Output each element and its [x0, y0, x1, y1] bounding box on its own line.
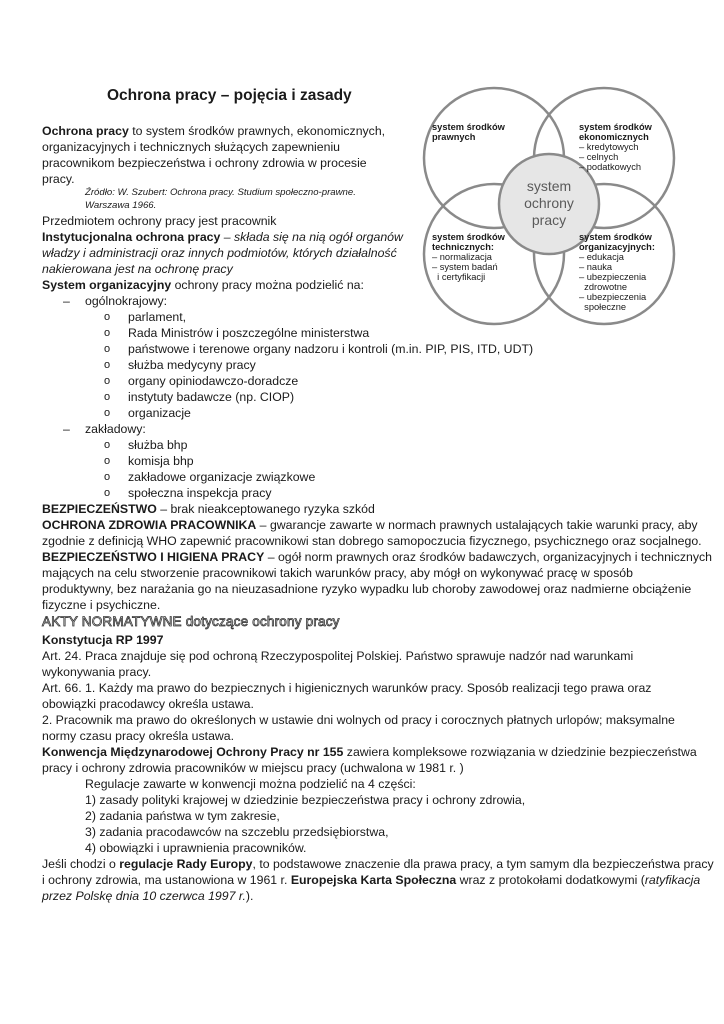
bhp-line-2: mających na celu stworzenie pracownikowi takich warunków pracy, aby mógł on wykonywać pracę w sposób	[42, 566, 633, 580]
ilo-intro: Regulacje zawarte w konwencji można podzielić na 4 części:	[85, 777, 416, 791]
list-item: komisja bhp	[128, 454, 194, 468]
circle-bullet: o	[104, 439, 111, 451]
list-item: społeczna inspekcja pracy	[128, 486, 272, 500]
constitution-line-6: normy czasu pracy określa ustawa.	[42, 729, 235, 743]
circle-bullet: o	[104, 327, 111, 339]
dash-bullet: –	[63, 294, 70, 308]
tr-label-2: ekonomicznych	[579, 132, 649, 142]
definition-text-1: to system środków prawnych, ekonomicznych,	[128, 124, 386, 138]
list-item: organy opiniodawczo-doradcze	[128, 374, 299, 388]
br-item-1: – edukacja	[579, 252, 624, 262]
system-diagram	[412, 80, 712, 340]
health-line-2: zgodnie z definicją WHO zapewnić pracownikowi stan dobrego samopoczucia fizycznego, psychicznego oraz socjalnego.	[42, 534, 702, 548]
circle-bullet: o	[104, 471, 111, 483]
institutional-line-3: nakierowana jest na ochronę pracy	[42, 262, 233, 276]
ilo-term: Konwencja Międzynarodowej Ochrony Pracy nr 155	[42, 745, 344, 759]
list-item: służba bhp	[128, 438, 188, 452]
source-line-1: Źródło: W. Szubert: Ochrona pracy. Studium społeczno-prawne.	[85, 187, 356, 198]
institutional-term: Instytucjonalna ochrona pracy	[42, 230, 221, 244]
tl-label-1: system środków	[432, 122, 505, 132]
system-term: System organizacyjny	[42, 278, 172, 292]
br-label-2: organizacyjnych:	[579, 242, 655, 252]
br-item-6: społeczne	[579, 302, 627, 312]
group-label-workplace: zakładowy:	[85, 422, 146, 436]
circle-bullet: o	[104, 311, 111, 323]
circle-bullet: o	[104, 455, 111, 467]
circle-bullet: o	[104, 375, 111, 387]
institutional-line-2: władzy i administracji oraz innych podmiotów, których działalność	[42, 246, 397, 260]
circle-bullet: o	[104, 407, 111, 419]
br-item-3: – ubezpieczenia	[579, 272, 647, 282]
circle-bullet: o	[104, 343, 111, 355]
institutional-line-1	[42, 229, 403, 245]
br-item-4: zdrowotne	[579, 282, 628, 292]
list-item: instytuty badawcze (np. CIOP)	[128, 390, 295, 404]
tr-item-1: – kredytowych	[579, 142, 639, 152]
europe-italic-2: przez Polskę dnia 10 czerwca 1997 r.	[42, 889, 246, 903]
constitution-line-4: obowiązki pracodawcy określa ustawa.	[42, 697, 254, 711]
bhp-term: BEZPIECZEŃSTWO I HIGIENA PRACY	[42, 550, 265, 564]
bl-label-1: system środków	[432, 232, 505, 242]
health-term: OCHRONA ZDROWIA PRACOWNIKA	[42, 518, 257, 532]
europe-line-3	[42, 888, 253, 904]
circle-bullet: o	[104, 391, 111, 403]
tr-item-2: – celnych	[579, 152, 619, 162]
center-label-2: ochrony	[524, 195, 574, 211]
ilo-part-4: 4) obowiązki i uprawnienia pracowników.	[85, 841, 307, 855]
definition-term: Ochrona pracy	[42, 124, 129, 138]
constitution-title: Konstytucja RP 1997	[42, 633, 164, 647]
bl-item-1: – normalizacja	[432, 252, 492, 262]
circle-bullet: o	[104, 359, 111, 371]
safety-term: BEZPIECZEŃSTWO	[42, 502, 157, 516]
subject-line: Przedmiotem ochrony pracy jest pracownik	[42, 214, 277, 228]
health-text-1: – gwarancje zawarte w normach prawnych ustalających takie warunki pracy, aby	[256, 518, 698, 532]
europe-line-2	[42, 872, 700, 888]
page-title: Ochrona pracy – pojęcia i zasady	[107, 87, 352, 104]
tr-item-3: – podatkowych	[579, 162, 642, 172]
europe-text-1: Jeśli chodzi o	[42, 857, 120, 871]
system-line	[42, 277, 364, 293]
definition-line-2: organizacyjnych i technicznych służących zapewnieniu	[42, 140, 341, 154]
list-item: Rada Ministrów i poszczególne ministerstwa	[128, 326, 370, 340]
br-label-1: system środków	[579, 232, 652, 242]
ilo-part-1: 1) zasady polityki krajowej w dziedzinie bezpieczeństwa pracy i ochrony zdrowia,	[85, 793, 526, 807]
europe-text-3: i ochrony zdrowia, ma ustanowiona w 1961 r.	[42, 873, 291, 887]
bhp-line-1	[42, 549, 712, 565]
safety-line	[42, 501, 375, 517]
bhp-line-4: fizyczne i psychiczne.	[42, 598, 161, 612]
list-item: parlament,	[128, 310, 187, 324]
bl-item-2: – system badań	[432, 262, 498, 272]
list-item: organizacje	[128, 406, 191, 420]
br-item-2: – nauka	[579, 262, 613, 272]
list-item: służba medycyny pracy	[128, 358, 256, 372]
ilo-line-1	[42, 744, 697, 760]
source-line-2: Warszawa 1966.	[85, 200, 157, 211]
ilo-text-1: zawiera kompleksowe rozwiązania w dziedzinie bezpieczeństwa	[343, 745, 697, 759]
institutional-text-1: – składa się na nią ogół organów	[220, 230, 403, 244]
safety-text: – brak nieakceptowanego ryzyka szkód	[156, 502, 375, 516]
europe-text-4: wraz z protokołami dodatkowymi (	[456, 873, 645, 887]
group-label-national: ogólnokrajowy:	[85, 294, 168, 308]
bhp-line-3: produktywny, bez narażania go na nieuzasadnione ryzyko wypadku lub choroby zawodowej oraz nadmierne obciążenie	[42, 582, 692, 596]
europe-italic-1: ratyfikacja	[644, 873, 701, 887]
ilo-part-3: 3) zadania pracodawców na szczeblu przedsiębiorstwa,	[85, 825, 389, 839]
constitution-line-1: Art. 24. Praca znajduje się pod ochroną Rzeczypospolitej Polskiej. Państwo sprawuje nadzór nad warunkami	[42, 649, 634, 663]
bl-item-3: i certyfikacji	[432, 272, 486, 282]
constitution-line-3: Art. 66. 1. Każdy ma prawo do bezpiecznych i higienicznych warunków pracy. Sposób realizacji tego prawa oraz	[42, 681, 652, 695]
europe-text-5: ).	[245, 889, 254, 903]
center-label-1: system	[526, 178, 572, 194]
health-line-1	[42, 517, 698, 533]
circle-bullet: o	[104, 487, 111, 499]
tr-label-1: system środków	[579, 122, 652, 132]
constitution-line-5: 2. Pracownik ma prawo do określonych w ustawie dni wolnych od pracy i corocznych płatnych urlopów; maksymalne	[42, 713, 675, 727]
definition-line-3: pracownikom bezpieczeństwa i ochrony zdrowia w procesie	[42, 156, 367, 170]
tl-label-2: prawnych	[432, 132, 476, 142]
dash-bullet: –	[63, 422, 70, 436]
bhp-text-1: – ogół norm prawnych oraz środków badawczych, organizacyjnych i technicznych	[264, 550, 712, 564]
europe-term-1: regulacje Rady Europy	[119, 857, 253, 871]
europe-line-1	[42, 856, 714, 872]
bl-label-2: technicznych:	[432, 242, 494, 252]
list-item: zakładowe organizacje związkowe	[128, 470, 316, 484]
definition-line-1	[42, 123, 385, 139]
list-item: państwowe i terenowe organy nadzoru i kontroli (m.in. PIP, PIS, ITD, UDT)	[128, 342, 534, 356]
br-item-5: – ubezpieczenia	[579, 292, 647, 302]
definition-line-4: pracy.	[42, 172, 75, 186]
ilo-line-2: pracy i ochrony zdrowia pracowników w miejscu pracy (uchwalona w 1981 r. )	[42, 761, 464, 775]
europe-term-2: Europejska Karta Społeczna	[290, 873, 457, 887]
ilo-part-2: 2) zadania państwa w tym zakresie,	[85, 809, 280, 823]
system-text: ochrony pracy można podzielić na:	[171, 278, 364, 292]
europe-text-2: , to podstawowe znaczenie dla prawa pracy, a tym samym dla bezpieczeństwa pracy	[252, 857, 714, 871]
acts-heading: AKTY NORMATYWNE dotyczące ochrony pracy	[42, 614, 340, 629]
center-label-3: pracy	[531, 212, 567, 228]
constitution-line-2: wykonywania pracy.	[42, 665, 152, 679]
